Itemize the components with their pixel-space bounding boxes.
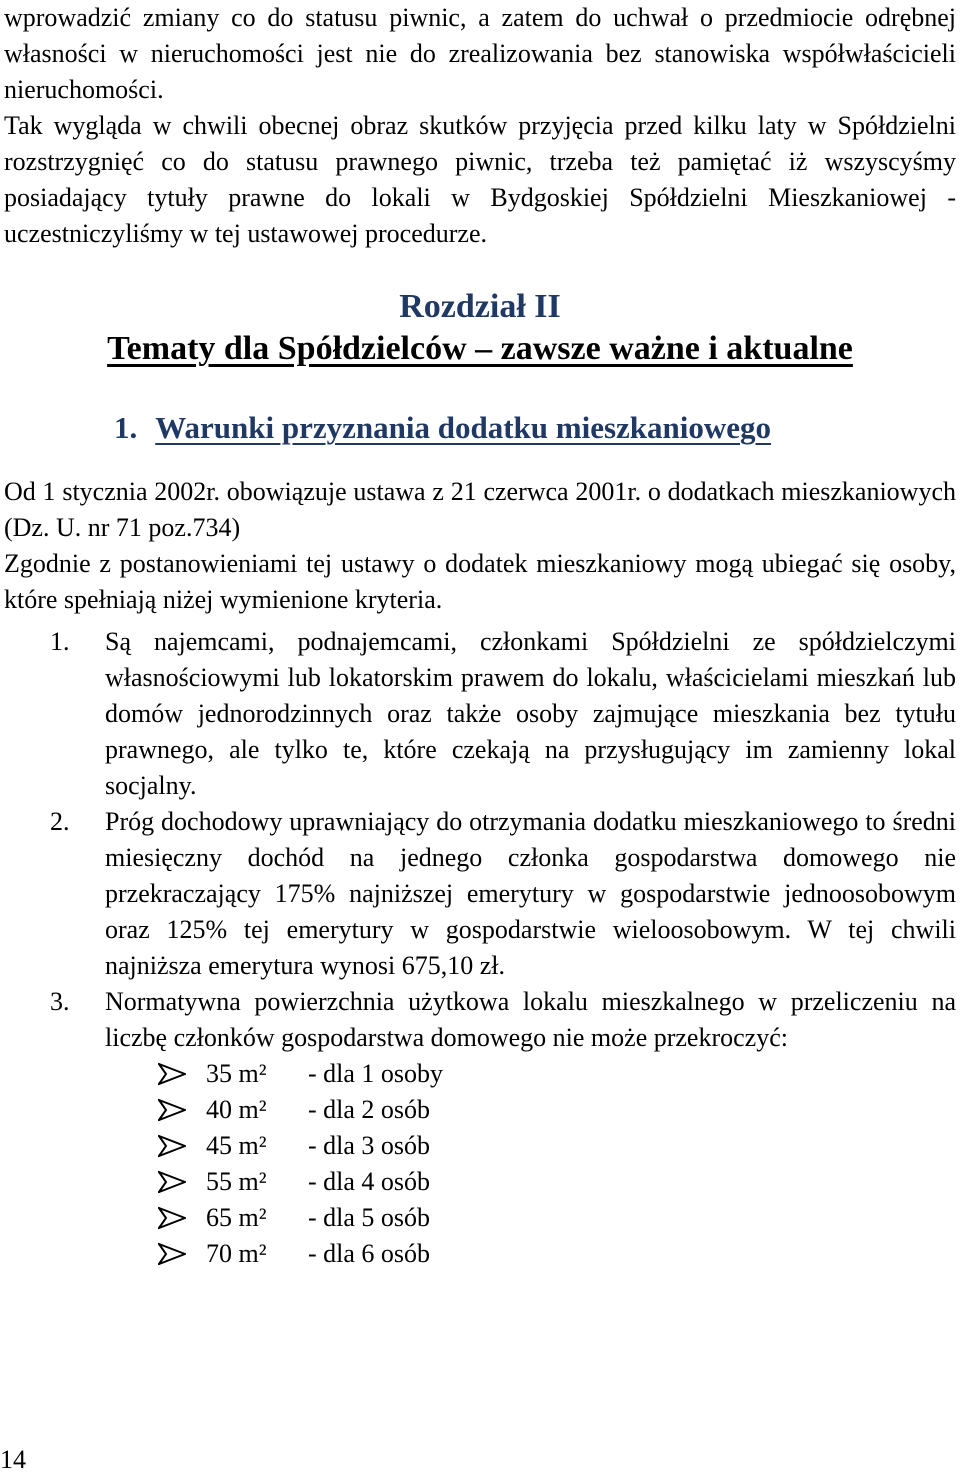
section-heading [114,408,956,448]
criteria-number: 2. [50,807,70,836]
chapter-number: Rozdział II [399,288,561,325]
section-title: Warunki przyznania dodatku mieszkaniowego [155,410,772,445]
page-number: 14 [0,1445,26,1474]
area-norm-item [158,1236,956,1272]
persons-label: - dla 1 osoby [308,1059,444,1088]
criteria-item [4,804,956,984]
arrowhead-bullet-icon [158,1243,190,1265]
area-norm-item [158,1056,956,1092]
arrowhead-bullet-icon [158,1135,190,1157]
criteria-number: 3. [50,987,70,1016]
persons-label: - dla 2 osób [308,1095,431,1124]
section-number: 1. [114,410,138,445]
criteria-number: 1. [50,627,70,656]
chapter-title [4,328,956,370]
section-lead: Zgodnie z postanowieniami tej ustawy o dodatek mieszkaniowy mogą ubiegać się osoby, które spełniają niżej wymienione kryteria. [4,549,956,614]
criteria-item [4,624,956,804]
area-value: 65 m² [206,1203,267,1232]
area-norm-item [158,1200,956,1236]
criteria-item [4,984,956,1056]
intro-paragraph: Tak wygląda w chwili obecnej obraz skutków przyjęcia przed kilku laty w Spółdzielni rozstrzygnięć co do statusu prawnego piwnic, trzeba też pamiętać iż wszyscyśmy posiadający tytuły prawne do lokali w Bydgoskiej Spółdzielni Mieszkaniowej - uczestniczyliśmy w tej ustawowej procedurze. [4,111,956,248]
area-value: 40 m² [206,1095,267,1124]
persons-label: - dla 5 osób [308,1203,431,1232]
area-norms-list [4,1056,956,1272]
area-norm-item [158,1092,956,1128]
arrowhead-bullet-icon [158,1171,190,1193]
persons-label: - dla 3 osób [308,1131,431,1160]
chapter-title-text: Tematy dla Spółdzielców – zawsze ważne i aktualne [107,330,853,367]
persons-label: - dla 4 osób [308,1167,431,1196]
section-intro: Od 1 stycznia 2002r. obowiązuje ustawa z 21 czerwca 2001r. o dodatkach mieszkaniowych (Dz. U. nr 71 poz.734) [4,477,956,542]
criteria-text: Są najemcami, podnajemcami, członkami Spółdzielni ze spółdzielczymi własnościowymi lub lokatorskim prawem do lokalu, właścicielami mieszkań lub domów jednorodzinnych oraz także osoby zajmujące mieszkania bez tytułu prawnego, ale tylko te, które czekają na przysługujący im zamienny lokal socjalny. [105,627,956,800]
persons-label: - dla 6 osób [308,1239,431,1268]
criteria-list [4,624,956,1056]
document-page [4,0,956,1272]
area-value: 35 m² [206,1059,267,1088]
area-value: 45 m² [206,1131,267,1160]
arrowhead-bullet-icon [158,1207,190,1229]
area-value: 55 m² [206,1167,267,1196]
criteria-text: Próg dochodowy uprawniający do otrzymania dodatku mieszkaniowego to średni miesięczny dochód na jednego członka gospodarstwa domowego nie przekraczający 175% najniższej emerytury w gospodarstwie jednoosobowym oraz 125% tej emerytury w gospodarstwie wieloosobowym. W tej chwili najniższa emerytura wynosi 675,10 zł. [105,807,956,980]
intro-paragraph: wprowadzić zmiany co do statusu piwnic, a zatem do uchwał o przedmiocie odrębnej własności w nieruchomości jest nie do zrealizowania bez stanowiska współwłaścicieli nieruchomości. [4,3,956,104]
arrowhead-bullet-icon [158,1099,190,1121]
area-value: 70 m² [206,1239,267,1268]
area-norm-item [158,1164,956,1200]
arrowhead-bullet-icon [158,1063,190,1085]
area-norm-item [158,1128,956,1164]
criteria-text: Normatywna powierzchnia użytkowa lokalu mieszkalnego w przeliczeniu na liczbę członków gospodarstwa domowego nie może przekroczyć: [105,987,956,1052]
